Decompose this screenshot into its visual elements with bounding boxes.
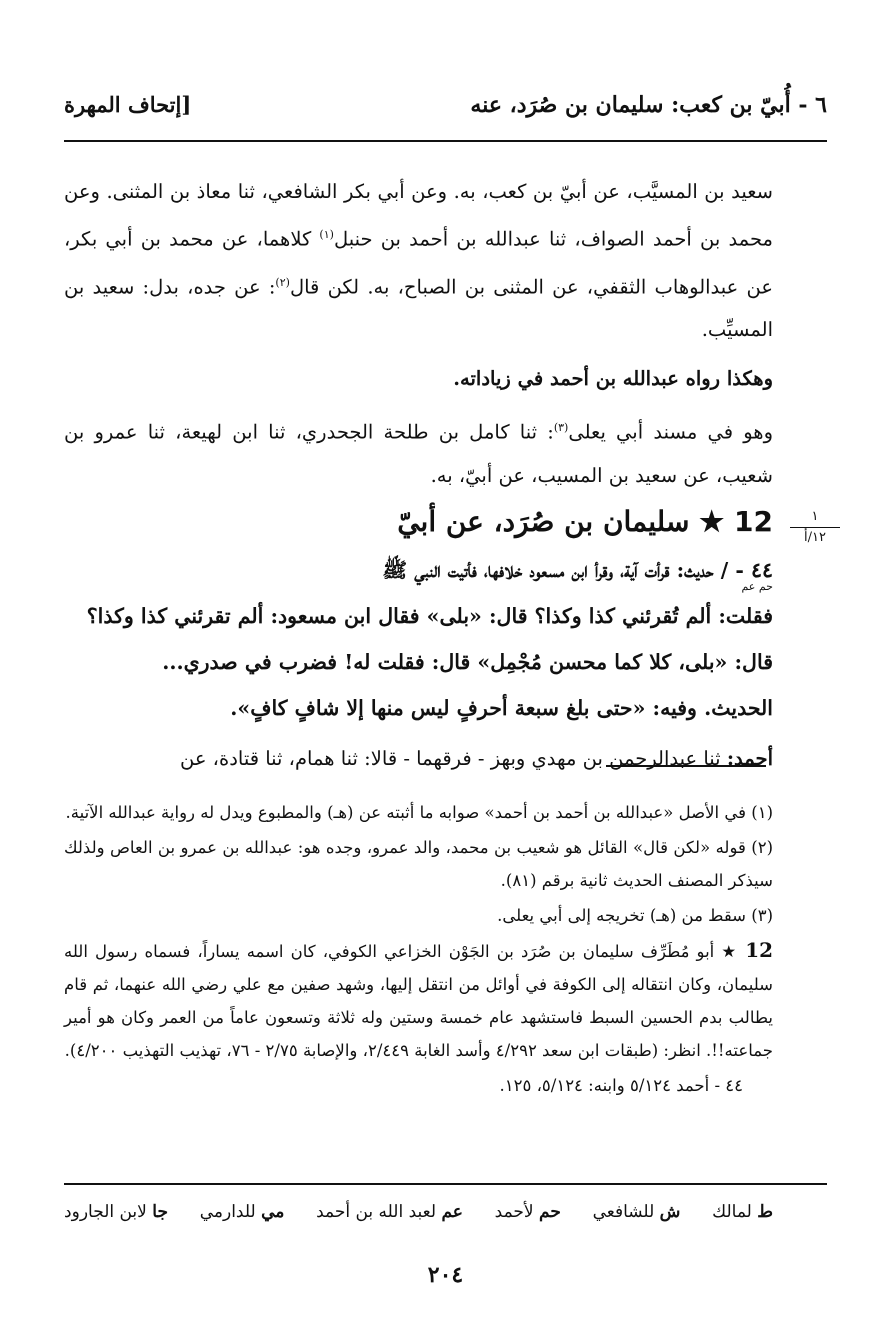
abbr-item: ش للشافعي	[592, 1202, 681, 1222]
folio-bottom: ١٢/أ	[804, 530, 826, 545]
paragraph-3: وهو في مسند أبي يعلى$^{(٣)}$: ثنا كامل بن طلحة الجحدري، ثنا ابن لهيعة، ثنا عمرو بن شعيب، عن سعيد بن المسيب، عن أبيّ، به.	[64, 420, 774, 487]
bio-note	[64, 934, 773, 1067]
main-text	[64, 170, 773, 780]
header-title: ٦ - أُبيّ بن كعب: سليمان بن صُرَد، عنه	[470, 92, 827, 118]
footnote-3: (٣) سقط من (هـ) تخريجه إلى أبي يعلى.	[497, 906, 773, 925]
hadith-line-2: حم عم فقلت: ألم تُقرئني كذا وكذا؟ قال: «بلى» فقال ابن مسعود: ألم تقرئني كذا وكذا؟	[86, 579, 773, 628]
footnote-rule	[606, 765, 766, 767]
footnote-1: (١) في الأصل «عبدالله بن أحمد بن أحمد» صوابه ما أثبته عن (هـ) والمطبوع ويدل له رواية عبدالله الآتية.	[65, 803, 773, 822]
abbr-item: حم لأحمد	[494, 1202, 561, 1222]
star-icon: ★	[699, 504, 725, 538]
abbr-item: جا لابن الجارود	[64, 1202, 168, 1222]
bio-star-icon: ★	[721, 942, 739, 961]
hadith-44-ref: ٤٤ - أحمد ٥/١٢٤ وابنه: ٥/١٢٤، ١٢٥.	[499, 1076, 743, 1095]
footnotes	[64, 796, 773, 1104]
header-book-title: [إتحاف المهرة	[64, 92, 192, 117]
paragraph-1: سعيد بن المسيَّب، عن أبيّ بن كعب، به. وعن أبي بكر الشافعي، ثنا معاذ بن المثنى. وعن محمد بن أحمد الصواف، ثنا عبدالله بن أحمد بن حنبل$^{(١)}$ كلاهما، عن محمد بن أبي بكر، عن عبدالوهاب الثقفي، عن المثنى بن الصباح، به. لكن قال$^{(٢)}$: عن جده، بدل: سعيد بن المسيِّب.	[64, 180, 773, 341]
footnote-marker-3: (٣)	[553, 421, 569, 434]
source-mark: حم عم	[741, 579, 773, 593]
paragraph-2: وهكذا رواه عبدالله بن أحمد في زياداته.	[453, 367, 773, 390]
footnote-marker-1: (١)	[319, 228, 334, 241]
abbr-item: مي للدارمي	[199, 1202, 285, 1222]
section-title: سليمان بن صُرَد، عن أبيّ	[397, 504, 690, 538]
abbreviation-key	[64, 1202, 773, 1222]
abbreviation-rule	[64, 1183, 827, 1185]
abbr-item: عم لعبد الله بن أحمد	[316, 1202, 463, 1222]
section-heading	[64, 497, 773, 547]
bio-number: 12	[745, 938, 774, 962]
folio-divider	[790, 527, 840, 528]
page-number: ٢٠٤	[427, 1262, 464, 1288]
folio-top: ١	[811, 509, 819, 524]
abbr-item: ط لمالك	[712, 1202, 773, 1222]
source-lead: أحمد:	[726, 746, 773, 770]
manuscript-folio-ref	[790, 508, 840, 547]
hadith-line-3: قال: «بلى، كلا كما محسن مُجْمِل» قال: فقلت له! فضرب في صدري...	[162, 649, 773, 674]
header-rule	[64, 140, 827, 142]
hadith-line-4: الحديث. وفيه: «حتى بلغ سبعة أحرفٍ ليس منها إلا شافٍ كافٍ».	[230, 695, 773, 720]
hadith-block	[64, 547, 773, 731]
running-header	[64, 92, 827, 132]
paragraph-4: أحمد: ثنا عبدالرحمن بن مهدي وبهز - فرقهما - قالا: ثنا همام، ثنا قتادة، عن	[180, 746, 773, 770]
footnote-2: (٢) قوله «لكن قال» القائل هو شعيب بن محمد، والد عمرو، وجده هو: عبدالله بن عمرو بن العاص ولذلك سيذكر المصنف الحديث ثانية برقم (٨١).	[64, 838, 773, 890]
bio-text: أبو مُطَرِّف سليمان بن صُرَد بن الجَوْن الخزاعي الكوفي، كان اسمه يساراً، فسماه رسول الله سليمان، وكان انتقاله إلى الكوفة في أوائل من انتقل إليها، وشهد صفين مع علي رضي الله عنهما، ثم قام يطالب بدم الحسين السبط فاستشهد عام خمسة وستين وله ثلاثة وتسعون عاماً من العمر وكان هو أمير جماعته!!. انظر: (طبقات ابن سعد ٤/٢٩٢ وأسد الغابة ٢/٤٤٩، والإصابة ٢/٧٥ - ٧٦، تهذيب التهذيب ٤/٢٠٠).	[64, 942, 773, 1060]
hadith-line-1: ٤٤ - / حديث: قرأت آية، وقرأ ابن مسعود خلافها، فأتيت النبي ﷺ	[382, 557, 773, 582]
footnote-marker-2: (٢)	[275, 275, 290, 289]
section-number: 12	[734, 504, 773, 538]
